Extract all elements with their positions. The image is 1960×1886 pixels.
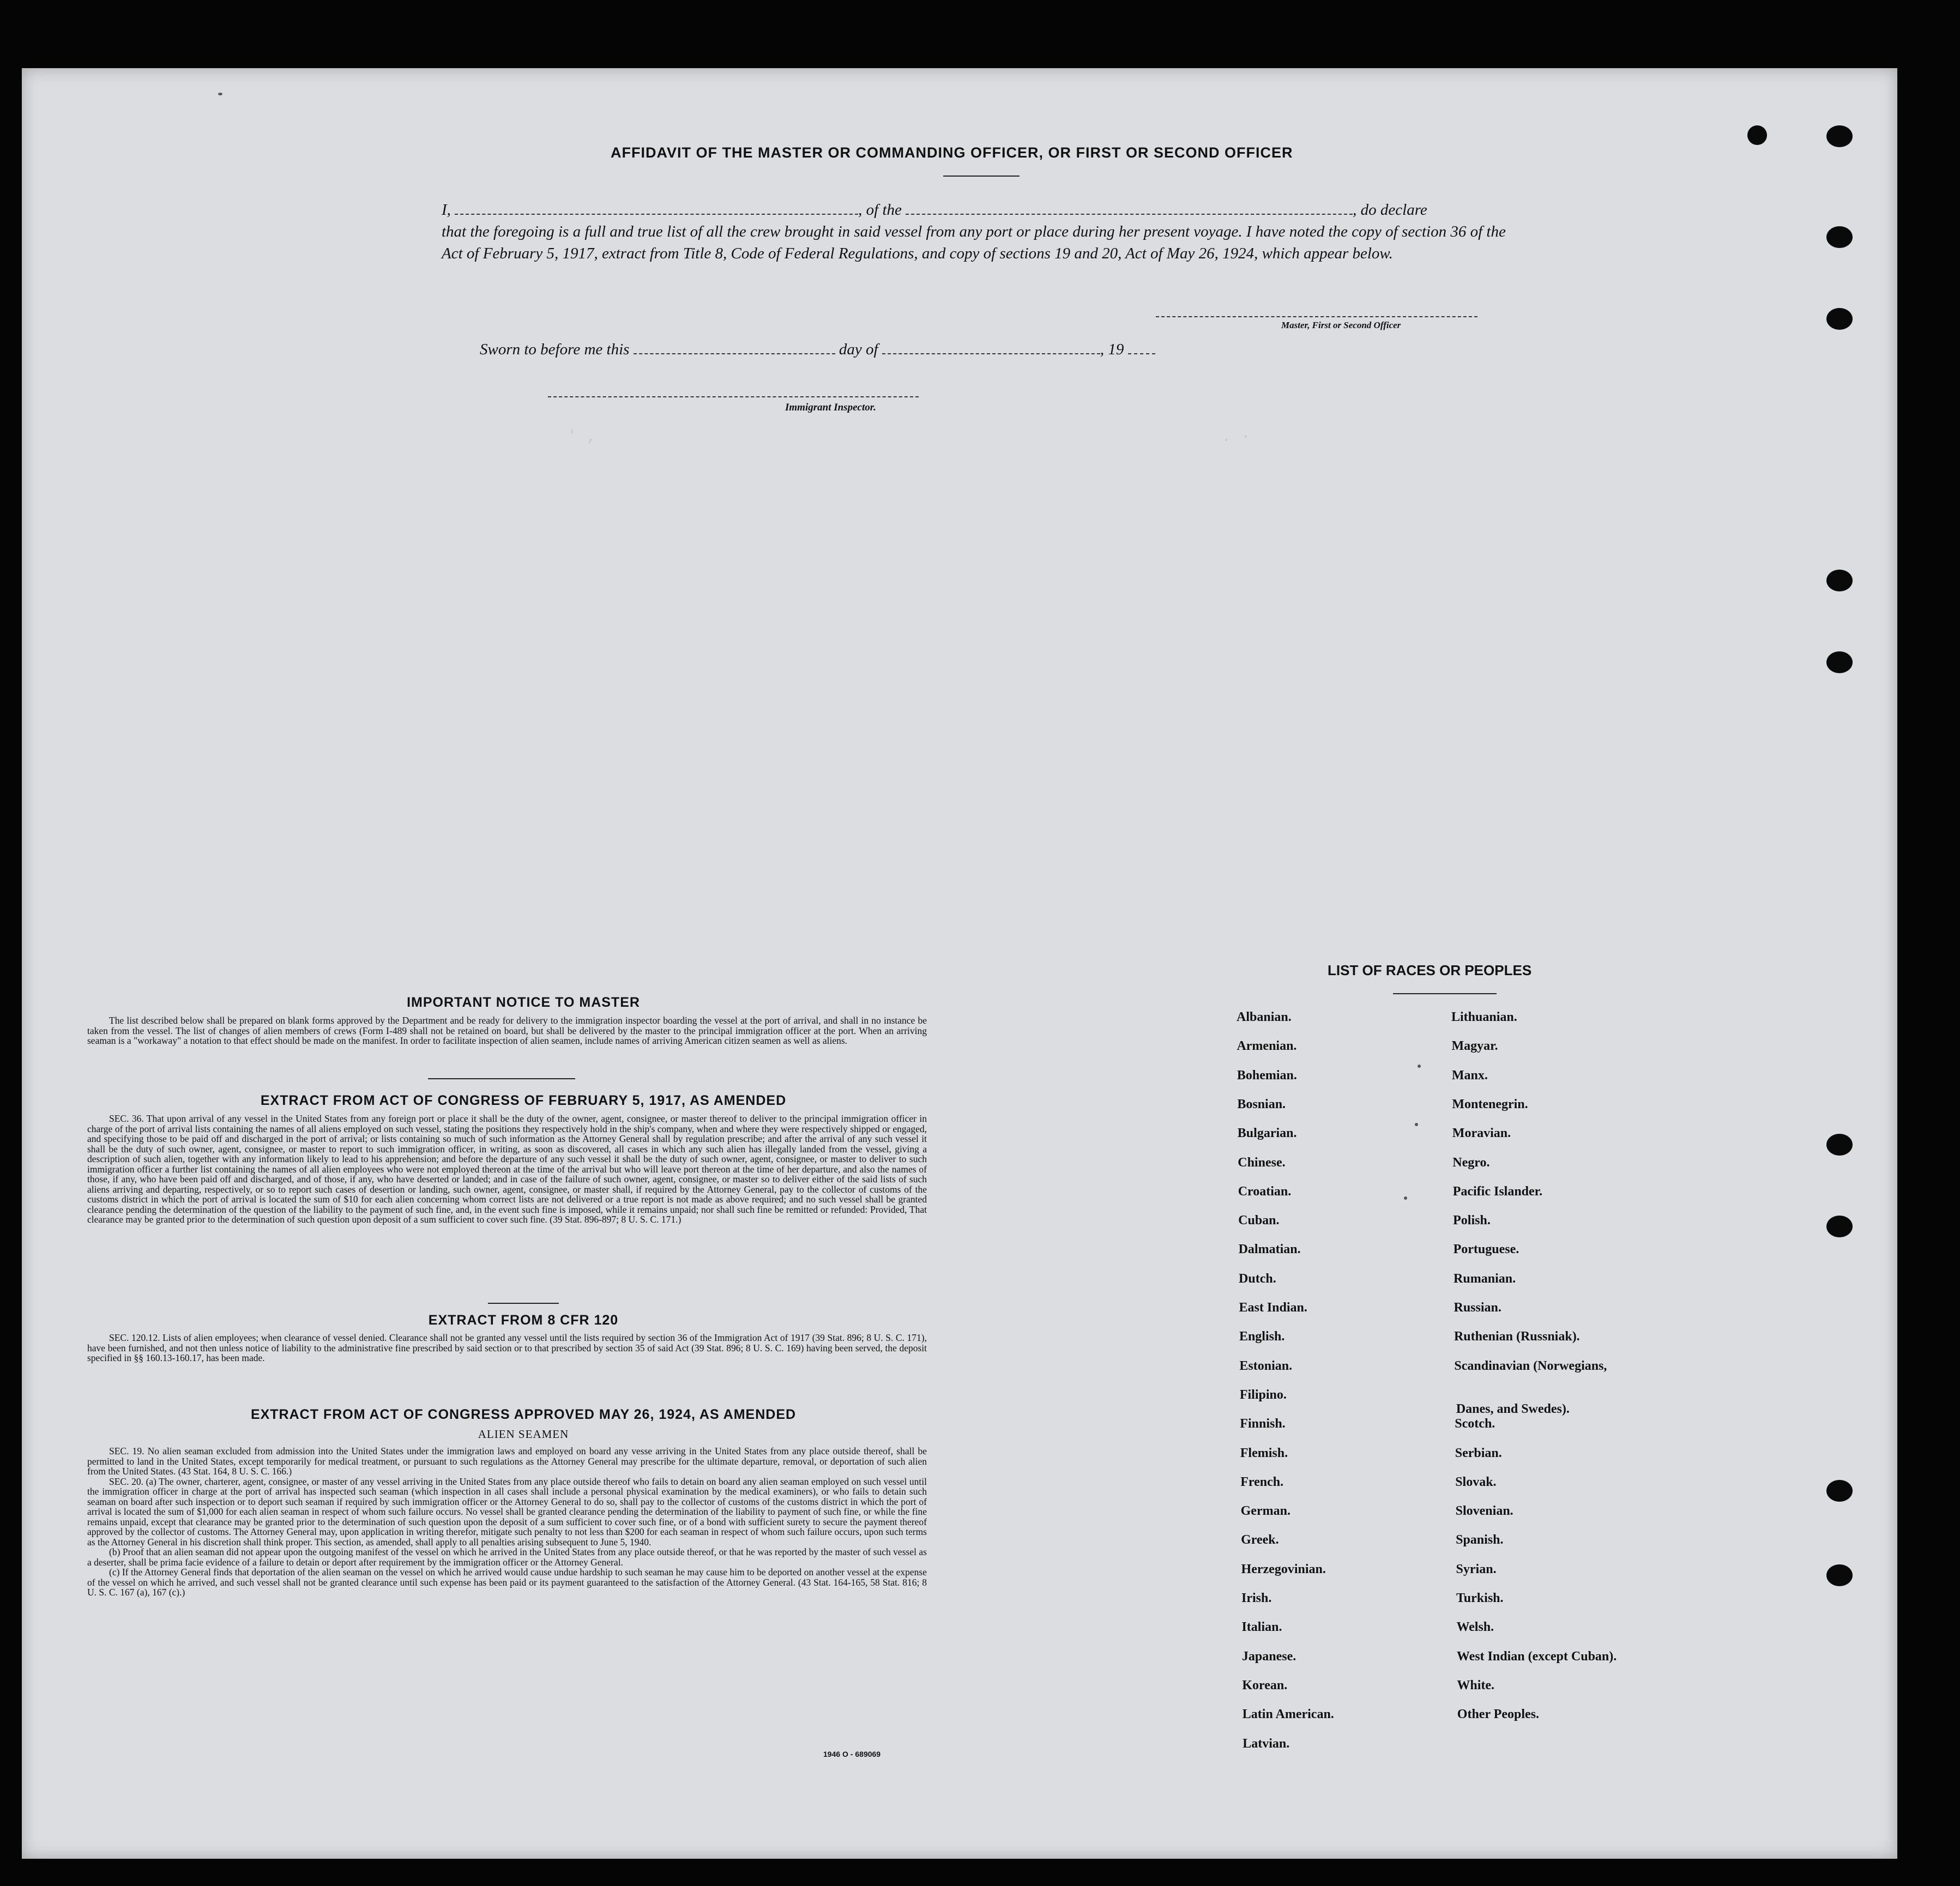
race-item: Welsh.	[1456, 1620, 1494, 1635]
race-item: Ruthenian (Russniak).	[1454, 1329, 1580, 1344]
race-item: Manx.	[1451, 1068, 1488, 1083]
sworn-year-blank[interactable]	[1128, 342, 1155, 354]
notice-title: IMPORTANT NOTICE TO MASTER	[407, 995, 640, 1010]
race-item: Spanish.	[1456, 1533, 1504, 1548]
extract-cfr-title: EXTRACT FROM 8 CFR 120	[428, 1313, 619, 1328]
race-item: Korean.	[1242, 1678, 1288, 1692]
race-item: Pacific Islander.	[1452, 1184, 1543, 1199]
sworn-month-blank[interactable]	[882, 342, 1100, 354]
race-item: Croatian.	[1238, 1184, 1292, 1199]
extract-1917-divider	[488, 1303, 559, 1304]
punch-hole	[1826, 226, 1853, 248]
race-item: White.	[1457, 1678, 1495, 1692]
race-item: Finnish.	[1240, 1417, 1286, 1431]
race-item: Chinese.	[1238, 1155, 1286, 1170]
punch-hole	[1826, 1564, 1853, 1586]
race-item: Polish.	[1453, 1213, 1491, 1228]
race-item: Bosnian.	[1237, 1097, 1286, 1111]
punch-hole	[1826, 1134, 1853, 1156]
race-item: Irish.	[1241, 1591, 1272, 1605]
sworn-line	[480, 341, 1155, 359]
race-item: Rumanian.	[1454, 1271, 1516, 1286]
punch-hole	[1826, 308, 1853, 330]
declaration-of-the: , of the	[858, 201, 902, 219]
race-item: Latin American.	[1242, 1707, 1334, 1722]
name-blank[interactable]	[455, 203, 858, 215]
race-item: Bohemian.	[1237, 1068, 1297, 1083]
race-item: Flemish.	[1240, 1446, 1288, 1460]
race-item: Estonian.	[1239, 1358, 1293, 1373]
notice-divider	[428, 1078, 575, 1079]
extract-1924-sec20b: (b) Proof that an alien seaman did not appear upon the outgoing manifest of the vessel on which he arrived in the United States from any place outside thereof, or that he was reported by the master of such vessel as a deserter, shall be prima facie evidence of a failure to detain or deport after requirement by the immigration officer or the Attorney General.	[87, 1546, 927, 1568]
extract-1924-sec20c: (c) If the Attorney General finds that deportation of the alien seaman on the vessel on which he arrived would cause undue hardship to such seaman he may cause him to be deported on another vessel at the expense of the vessel on which he arrived, and such vessel shall not be granted clearance until such expense has been paid or its payment guaranteed to the satisfaction of the Attorney General. (43 Stat. 164-165, 58 Stat. 816; 8 U. S. C. 167 (a), 167 (c).)	[87, 1567, 927, 1598]
affidavit-title: AFFIDAVIT OF THE MASTER OR COMMANDING OFFICER, OR FIRST OR SECOND OFFICER	[611, 144, 1293, 161]
race-item: Turkish.	[1456, 1591, 1504, 1605]
races-title: LIST OF RACES OR PEOPLES	[1328, 962, 1532, 978]
declaration-do-declare: , do declare	[1353, 201, 1427, 219]
extract-1924-sec19: SEC. 19. No alien seaman excluded from admission into the United States under the immigration laws and employed on board any vesse arriving in the United States from any place outside thereof, shall be permitted to land in the United States, except temporarily for medical treatment, or pursuant to such regulations as the Attorney General may prescribe for the ultimate departure, removal, or deportation of such alien from the United States. (43 Stat. 164, 8 U. S. C. 166.)	[87, 1446, 927, 1477]
races-divider	[1393, 993, 1497, 994]
declaration-i: I,	[442, 201, 451, 219]
scan-speck	[1418, 1065, 1421, 1068]
race-item: English.	[1239, 1329, 1285, 1344]
race-item: Lithuanian.	[1451, 1010, 1517, 1024]
notice-paragraph: The list described below shall be prepared on blank forms approved by the Department and be ready for delivery to the immigration inspector boarding the vessel at the port of arrival, and shall in no instance be taken from the vessel. The list of changes of alien members of crews (Form I-489 shall not be retained on board, but shall be delivered by the master to the principal immigration officer at the port. When an arriving seaman is a "workaway" a notation to that effect should be made on the manifest. In order to facilitate inspection of alien seamen, include names of arriving American citizen seamen as well as aliens.	[87, 1015, 927, 1046]
title-divider	[943, 176, 1020, 177]
scan-speck	[1415, 1123, 1418, 1126]
extract-1924-sec20a: SEC. 20. (a) The owner, charterer, agent, consignee, or master of any vessel arriving in the United States from any place outside thereof who fails to detain on board any alien seaman employed on such vessel until the immigration officer in charge at the port of arrival has inspected such seaman (which inspection in all cases shall include a personal physical examination by the medical examiners), or who fails to detain such seaman on board after such inspection or to deport such seaman if required by such immigration officer or the Attorney General to do so, shall pay to the collector of customs of the customs district in which the port of arrival is located the sum of $1,000 for each alien seaman in respect of whom such failure occurs. No vessel shall be granted clearance pending the determination of the liability to payment of such fine, or while the fine remains unpaid, except that clearance may be granted prior to the determination of such question upon the deposit of a sum sufficient to cover such fine, or of a bond with sufficient surety to secure the payment thereof approved by the collector of customs. The Attorney General may, upon application in writing therefor, mitigate such penalty to not less than $200 for each seaman in respect of whom such failure occurs, upon such terms as the Attorney General in his discretion shall think proper. This section, as amended, shall apply to all penalties arising subsequent to June 5, 1940.	[87, 1476, 927, 1548]
race-item: Bulgarian.	[1237, 1126, 1297, 1141]
race-item: Armenian.	[1237, 1039, 1297, 1054]
extract-1917-text	[87, 1114, 927, 1225]
punch-hole	[1826, 1480, 1853, 1502]
punch-hole	[1826, 125, 1853, 147]
race-item: Montenegrin.	[1452, 1097, 1528, 1111]
extract-1924-subtitle: ALIEN SEAMEN	[478, 1428, 569, 1441]
race-item: French.	[1240, 1474, 1284, 1489]
race-item: Cuban.	[1238, 1213, 1280, 1228]
race-item: German.	[1240, 1504, 1290, 1519]
race-item: Greek.	[1241, 1533, 1279, 1548]
race-item: Latvian.	[1243, 1736, 1290, 1751]
race-item: Serbian.	[1455, 1446, 1502, 1460]
master-signature-line[interactable]	[1156, 316, 1477, 317]
race-item: Magyar.	[1451, 1039, 1498, 1054]
race-item: Dalmatian.	[1238, 1242, 1301, 1257]
declaration-body: that the foregoing is a full and true list of all the crew brought in said vessel from any port or place during her present voyage. I have noted the copy of section 36 of the Act of February 5, 1917, extract from Title 8, Code of Federal Regulations, and copy of sections 19 and 20, Act of May 26, 1924, which appear below.	[442, 223, 1506, 262]
race-item: Filipino.	[1239, 1387, 1287, 1402]
sworn-day-blank[interactable]	[634, 342, 835, 354]
punch-hole	[1826, 1216, 1853, 1237]
race-item: Syrian.	[1456, 1562, 1497, 1576]
race-item: Moravian.	[1452, 1126, 1511, 1141]
bleed-through-mark: ' ,	[567, 428, 597, 446]
notice-text	[87, 1015, 927, 1046]
race-item: West Indian (except Cuban).	[1456, 1649, 1617, 1664]
race-item: Scandinavian (Norwegians,	[1454, 1358, 1607, 1373]
master-signature-caption: Master, First or Second Officer	[1281, 320, 1401, 330]
race-item: Slovenian.	[1455, 1504, 1513, 1519]
extract-1924-text	[87, 1446, 927, 1598]
race-item: Italian.	[1241, 1620, 1282, 1635]
print-code: 1946 O - 689069	[823, 1750, 881, 1758]
extract-cfr-paragraph: SEC. 120.12. Lists of alien employees; when clearance of vessel denied. Clearance shall not be granted any vessel until the lists required by section 36 of the Immigration Act of 1917 (39 Stat. 896; 8 U. S. C. 171), have been furnished, and not then unless notice of liability to the administrative fine prescribed by said section or to that prescribed by section 35 of said Act (39 Stat. 896; 8 U. S. C. 169) having been served, the deposit specified in §§ 160.13-160.17, has been made.	[87, 1332, 927, 1363]
race-item: Portuguese.	[1453, 1242, 1519, 1257]
declaration-line-1	[442, 199, 1510, 221]
race-item: Negro.	[1452, 1155, 1490, 1170]
punch-hole	[1826, 651, 1853, 673]
race-item: Japanese.	[1241, 1649, 1296, 1664]
race-item: Danes, and Swedes).	[1456, 1401, 1570, 1416]
extract-1924-title: EXTRACT FROM ACT OF CONGRESS APPROVED MAY 26, 1924, AS AMENDED	[250, 1407, 797, 1422]
race-item: East Indian.	[1239, 1301, 1307, 1315]
race-item: Slovak.	[1455, 1474, 1497, 1489]
sworn-year-prefix: , 19	[1100, 341, 1124, 358]
scan-speck	[218, 93, 222, 95]
sworn-label: Sworn to before me this	[480, 341, 630, 358]
scan-speck	[1404, 1196, 1407, 1200]
bleed-through-mark: . ·	[1221, 428, 1251, 446]
race-item: Dutch.	[1239, 1271, 1276, 1286]
extract-1917-paragraph: SEC. 36. That upon arrival of any vessel in the United States from any foreign port or place it shall be the duty of the owner, agent, consignee, or master thereof to deliver to the principal immigration officer in charge of the port of arrival lists containing the names of all aliens employed on such vessel, stating the positions they respectively hold in the ship's company, when and where they were respectively shipped or engaged, and specifying those to be paid off and discharged in the port of arrival; or lists containing so much of such information as the Attorney General shall by regulation prescribe; and after the arrival of any such vessel it shall be the duty of such owner, agent, consignee, or master to report to such immigration officer, in writing, as soon as discovered, all cases in which any such alien has illegally landed from the vessel, giving a description of such alien, together with any information likely to lead to his apprehension; and before the departure of any such vessel it shall be the duty of such owner, agent, consignee, or master to deliver to such immigration officer a further list containing the names of all alien employees who were not employed thereon at the time of the arrival but who will leave port thereon at the time of her departure, and also the names of those, if any, who have been paid off and discharged, and of those, if any, who have deserted or landed; and in case of the failure of such owner, agent, consignee, or master so to deliver either of the said lists of such aliens arriving and departing, respectively, or so to report such cases of desertion or landing, such owner, agent, consignee, or master shall, if required by the Attorney General, pay to the collector of customs of the customs district in which the port of arrival is located the sum of $10 for each alien concerning whom correct lists are not delivered or a true report is not made as above required; and no such vessel shall be granted clearance pending the determination of the question of the liability to the payment of such fine, and, in the event such fine is imposed, while it remains unpaid; nor shall such fine be remitted or refunded: Provided, That clearance may be granted prior to the determination of such question upon deposit of a sum sufficient to cover such fine. (39 Stat. 896-897; 8 U. S. C. 171.)	[87, 1113, 927, 1225]
inspector-signature-caption: Immigrant Inspector.	[785, 402, 876, 413]
sworn-day-of: day of	[839, 341, 878, 358]
declaration-block	[442, 199, 1510, 264]
race-item: Herzegovinian.	[1241, 1562, 1326, 1576]
vessel-blank[interactable]	[906, 203, 1353, 215]
race-item: Other Peoples.	[1457, 1707, 1539, 1722]
race-item: Russian.	[1454, 1301, 1501, 1315]
race-item: Scotch.	[1455, 1417, 1495, 1431]
document-page	[22, 68, 1897, 1859]
inspector-signature-line[interactable]	[548, 396, 919, 397]
extract-1917-title: EXTRACT FROM ACT OF CONGRESS OF FEBRUARY 5, 1917, AS AMENDED	[260, 1093, 787, 1108]
extract-cfr-text	[87, 1333, 927, 1363]
punch-hole	[1747, 125, 1767, 145]
punch-hole	[1826, 570, 1853, 591]
race-item: Albanian.	[1237, 1010, 1292, 1024]
